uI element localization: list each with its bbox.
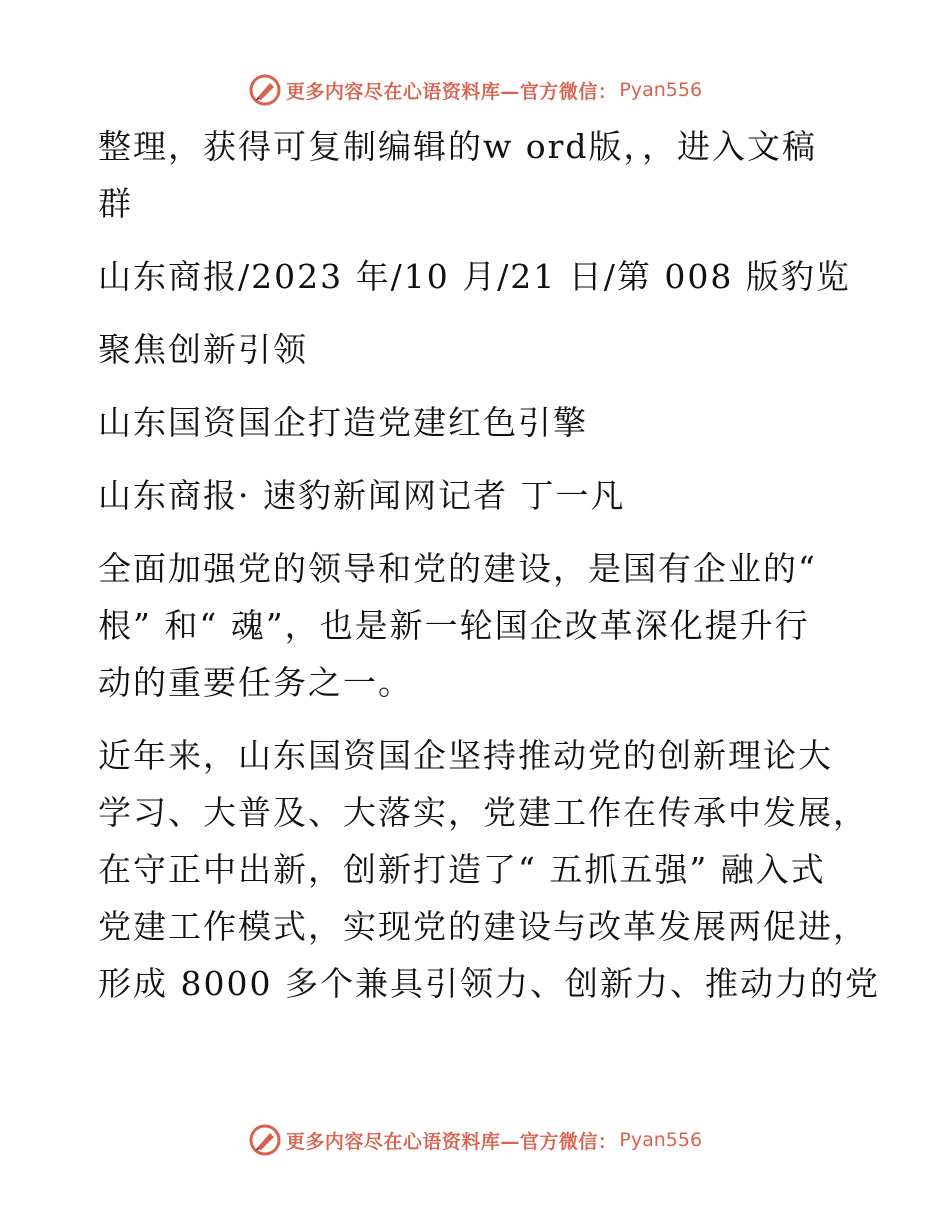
text-line: 近年来，山东国资国企坚持推动党的创新理论大 [98,736,833,775]
fountain-pen-logo-icon [248,1123,282,1157]
text-line: 山东商报/2023 年/10 月/21 日/第 008 版豹览 [98,257,851,296]
header-banner [0,70,950,110]
text-line: 动的重要任务之一。 [98,663,413,702]
paragraph-intro [98,118,858,232]
text-line: 山东商报· 速豹新闻网记者 丁一凡 [98,476,626,515]
text-line: 聚焦创新引领 [98,330,308,369]
document-body [98,118,880,1028]
text-line: 党建工作模式，实现党的建设与改革发展两促进， [98,907,868,946]
banner-brand-text: 更多内容尽在心语资料库—官方微信： [285,80,618,103]
text-line: 在守正中出新，创新打造了“ 五抓五强” 融入式 [98,850,826,889]
paragraph-body-2 [98,727,880,1012]
fountain-pen-logo-icon [248,73,282,107]
paragraph-body-1 [98,540,858,711]
paragraph-headline [98,394,858,451]
footer-banner [0,1120,950,1160]
banner-wechat-id: Pyan556 [619,79,703,101]
text-line: 形成 8000 多个兼具引领力、创新力、推动力的党 [98,964,880,1003]
banner-wechat-id: Pyan556 [619,1129,703,1151]
text-line: 全面加强党的领导和党的建设，是国有企业的“ [98,549,817,588]
paragraph-source [98,248,858,305]
text-line: 根” 和“ 魂”，也是新一轮国企改革深化提升行 [98,606,810,645]
text-line: 整理，获得可复制编辑的w ord版，，进入文稿 [98,127,818,166]
paragraph-kicker [98,321,858,378]
banner-brand-text: 更多内容尽在心语资料库—官方微信： [285,1130,618,1153]
text-line: 山东国资国企打造党建红色引擎 [98,403,588,442]
paragraph-byline [98,467,858,524]
text-line: 学习、大普及、大落实，党建工作在传承中发展， [98,793,868,832]
text-line: 群 [98,184,133,223]
